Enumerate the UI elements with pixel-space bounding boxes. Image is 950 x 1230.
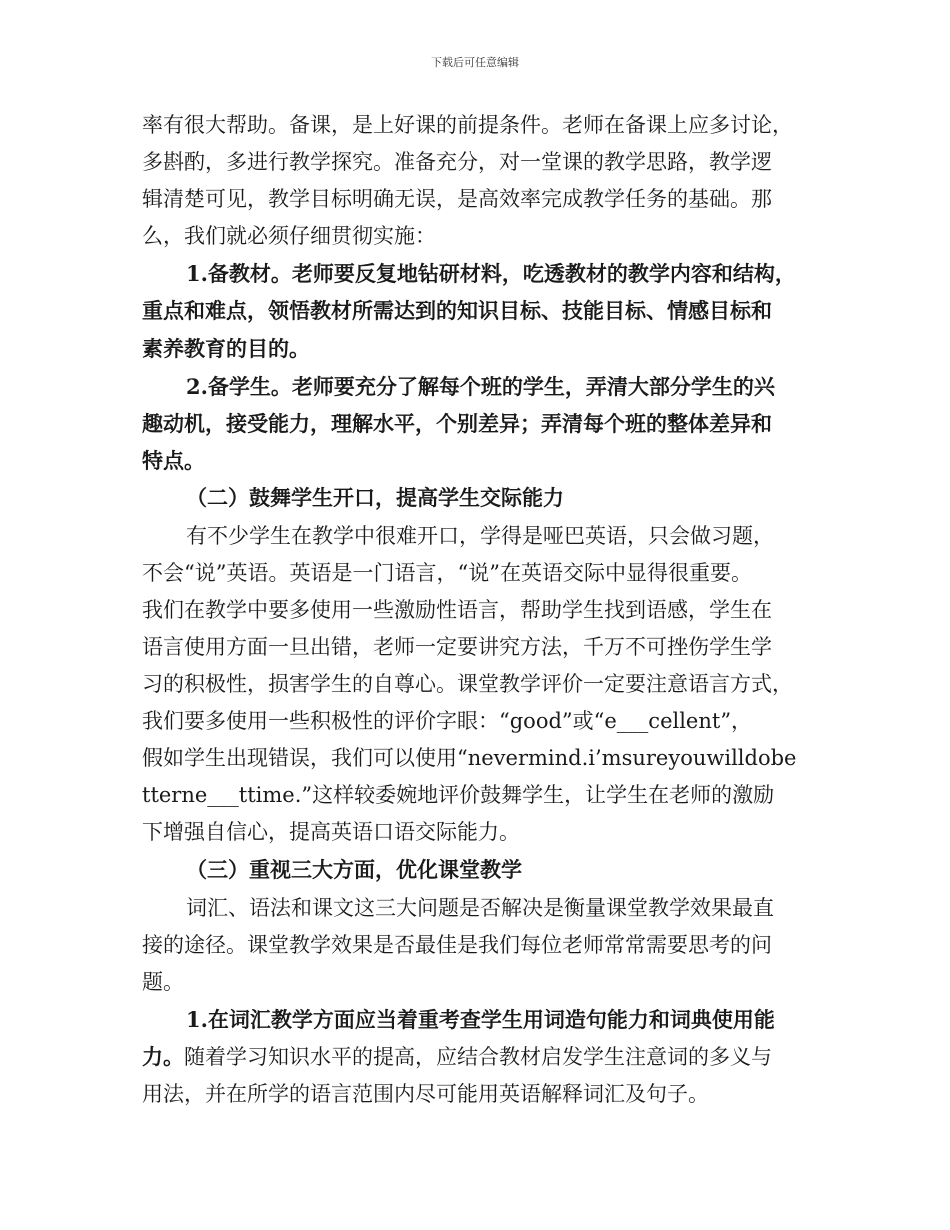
page-header: 下载后可任意编辑	[431, 56, 519, 69]
body-line: 我们在教学中要多使用一些激励性语言，帮助学生找到语感，学生在	[142, 598, 772, 622]
body-line: 率有很大帮助。备课，是上好课的前提条件。老师在备课上应多讨论，	[142, 113, 793, 137]
body-line: 辑清楚可见，教学目标明确无误，是高效率完成教学任务的基础。那	[142, 187, 772, 211]
body-line: 我们要多使用一些积极性的评价字眼：“good”或“e___cellent”，	[142, 709, 753, 733]
body-line: 词汇、语法和课文这三大问题是否解决是衡量课堂教学效果最直	[186, 896, 774, 920]
bold-line: 重点和难点，领悟教材所需达到的知识目标、技能目标、情感目标和	[142, 298, 772, 323]
body-line: 多斟酌，多进行教学探究。准备充分，对一堂课的教学思路，教学逻	[142, 150, 772, 174]
bold-line: 1.备教材。老师要反复地钻研材料，吃透教材的教学内容和结构，	[186, 261, 796, 286]
section-heading: （三）重视三大方面，优化课堂教学	[186, 857, 522, 882]
body-line: 接的途径。课堂教学效果是否最佳是我们每位老师常常需要思考的问	[142, 933, 772, 957]
body-line: 么，我们就必须仔细贯彻实施：	[142, 224, 436, 248]
bold-line: 2.备学生。老师要充分了解每个班的学生，弄清大部分学生的兴	[186, 374, 775, 399]
bold-line: 素养教育的目的。	[142, 336, 310, 361]
body-line: 不会“说”英语。英语是一门语言，“说”在英语交际中显得很重要。	[142, 561, 752, 585]
body-line: 假如学生出现错误，我们可以使用“nevermind.i’msureyouwilldobe	[142, 746, 797, 770]
section-heading: （二）鼓舞学生开口，提高学生交际能力	[186, 485, 564, 510]
bold-line: 1.在词汇教学方面应当着重考查学生用词造句能力和词典使用能	[186, 1007, 775, 1032]
bold-line: 趣动机，接受能力，理解水平，个别差异；弄清每个班的整体差异和	[142, 411, 772, 436]
body-line: tterne___ttime.”这样较委婉地评价鼓舞学生，让学生在老师的激励	[142, 783, 775, 807]
body-line: 习的积极性，损害学生的自尊心。课堂教学评价一定要注意语言方式，	[142, 672, 793, 696]
body-line: 语言使用方面一旦出错，老师一定要讲究方法，千万不可挫伤学生学	[142, 635, 772, 659]
body-line: 题。	[142, 970, 184, 994]
body-line: 有不少学生在教学中很难开口，学得是哑巴英语，只会做习题，	[186, 524, 774, 548]
bold-run: 力。	[142, 1044, 184, 1069]
body-line: 用法，并在所学的语言范围内尽可能用英语解释词汇及句子。	[142, 1082, 709, 1106]
body-run: 随着学习知识水平的提高，应结合教材启发学生注意词的多义与	[184, 1045, 772, 1069]
mixed-line	[142, 1044, 772, 1070]
bold-line: 特点。	[142, 448, 205, 473]
body-line: 下增强自信心，提高英语口语交际能力。	[142, 820, 520, 844]
